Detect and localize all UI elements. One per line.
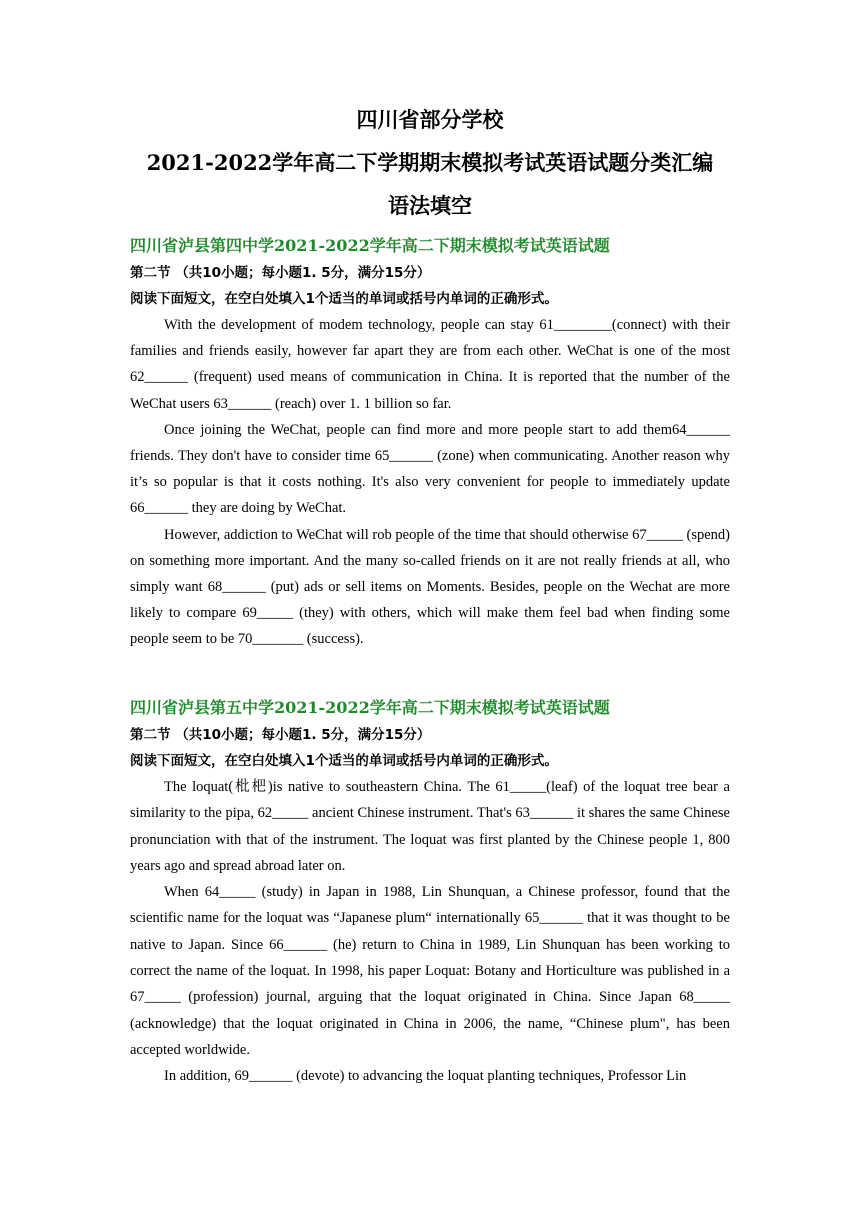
section-2-instruction: 阅读下面短文，在空白处填入1个适当的单词或括号内单词的正确形式。	[130, 753, 558, 769]
section-1-paragraph-1: With the development of modem technology, people can stay 61________(connect) with their families and friends easily, however far apart they are from each other. WeChat is one of the most 62______ (frequent) used means of communication in China. It is reported that the number of the WeChat users 63______ (reach) over 1. 1 billion so far.	[130, 317, 730, 412]
document-title-exam: 2021-2022学年高二下学期期末模拟考试英语试题分类汇编	[146, 150, 714, 175]
section-1-paragraph-3: However, addiction to WeChat will rob people of the time that should otherwise 67_____ (spend) on something more important. And the many so-called friends on it are not really friends at all, who simply want 68______ (put) ads or sell items on Moments. Besides, people on the Wechat are more likely to compare 69_____ (they) with others, which will make them feel bad when finding some people seem to be 70_______ (success).	[130, 526, 730, 648]
section-1-paragraph-2: Once joining the WeChat, people can find more and more people start to add them64______ friends. They don't have to consider time 65______ (zone) when communicating. Another reason why it’s so popular is that it costs nothing. It's also very convenient for people to immediately update 66______ they are doing by WeChat.	[130, 421, 730, 517]
section-2-part-header: 第二节 （共10小题；每小题1. 5分，满分15分）	[130, 727, 431, 743]
document-title-school: 四川省部分学校	[356, 107, 504, 132]
document-title-topic: 语法填空	[388, 193, 472, 218]
section-2-title: 四川省泸县第五中学2021-2022学年高二下期末模拟考试英语试题	[130, 698, 610, 717]
section-2-paragraph-2: When 64_____ (study) in Japan in 1988, Lin Shunquan, a Chinese professor, found that the scientific name for the loquat was “Japanese plum“ internationally 65______ that it was thought to be native to Japan. Since 66______ (he) return to China in 1989, Lin Shunquan has been working to correct the name of the loquat. In 1998, his paper Loquat: Botany and Horticulture was published in a 67_____ (profession) journal, arguing that the loquat originated in China. Since Japan 68_____ (acknowledge) that the loquat originated in China in 2006, the name, “Chinese plum", has been accepted worldwide.	[130, 884, 730, 1058]
section-2	[130, 694, 730, 1090]
section-1-instruction: 阅读下面短文，在空白处填入1个适当的单词或括号内单词的正确形式。	[130, 291, 558, 307]
section-1-part-header: 第二节 （共10小题；每小题1. 5分，满分15分）	[130, 265, 431, 281]
section-1-title: 四川省泸县第四中学2021-2022学年高二下期末模拟考试英语试题	[130, 236, 610, 255]
section-1	[130, 232, 730, 653]
section-2-paragraph-1: The loquat(枇杷)is native to southeastern China. The 61_____(leaf) of the loquat tree bear a similarity to the pipa, 62_____ ancient Chinese instrument. That's 63______ it shares the same Chinese pronunciation with that of the instrument. The loquat was first planted by the Chinese people 1, 800 years ago and spread abroad later on.	[130, 779, 730, 874]
section-2-paragraph-3: In addition, 69______ (devote) to advancing the loquat planting techniques, Professor Lin	[164, 1068, 687, 1085]
